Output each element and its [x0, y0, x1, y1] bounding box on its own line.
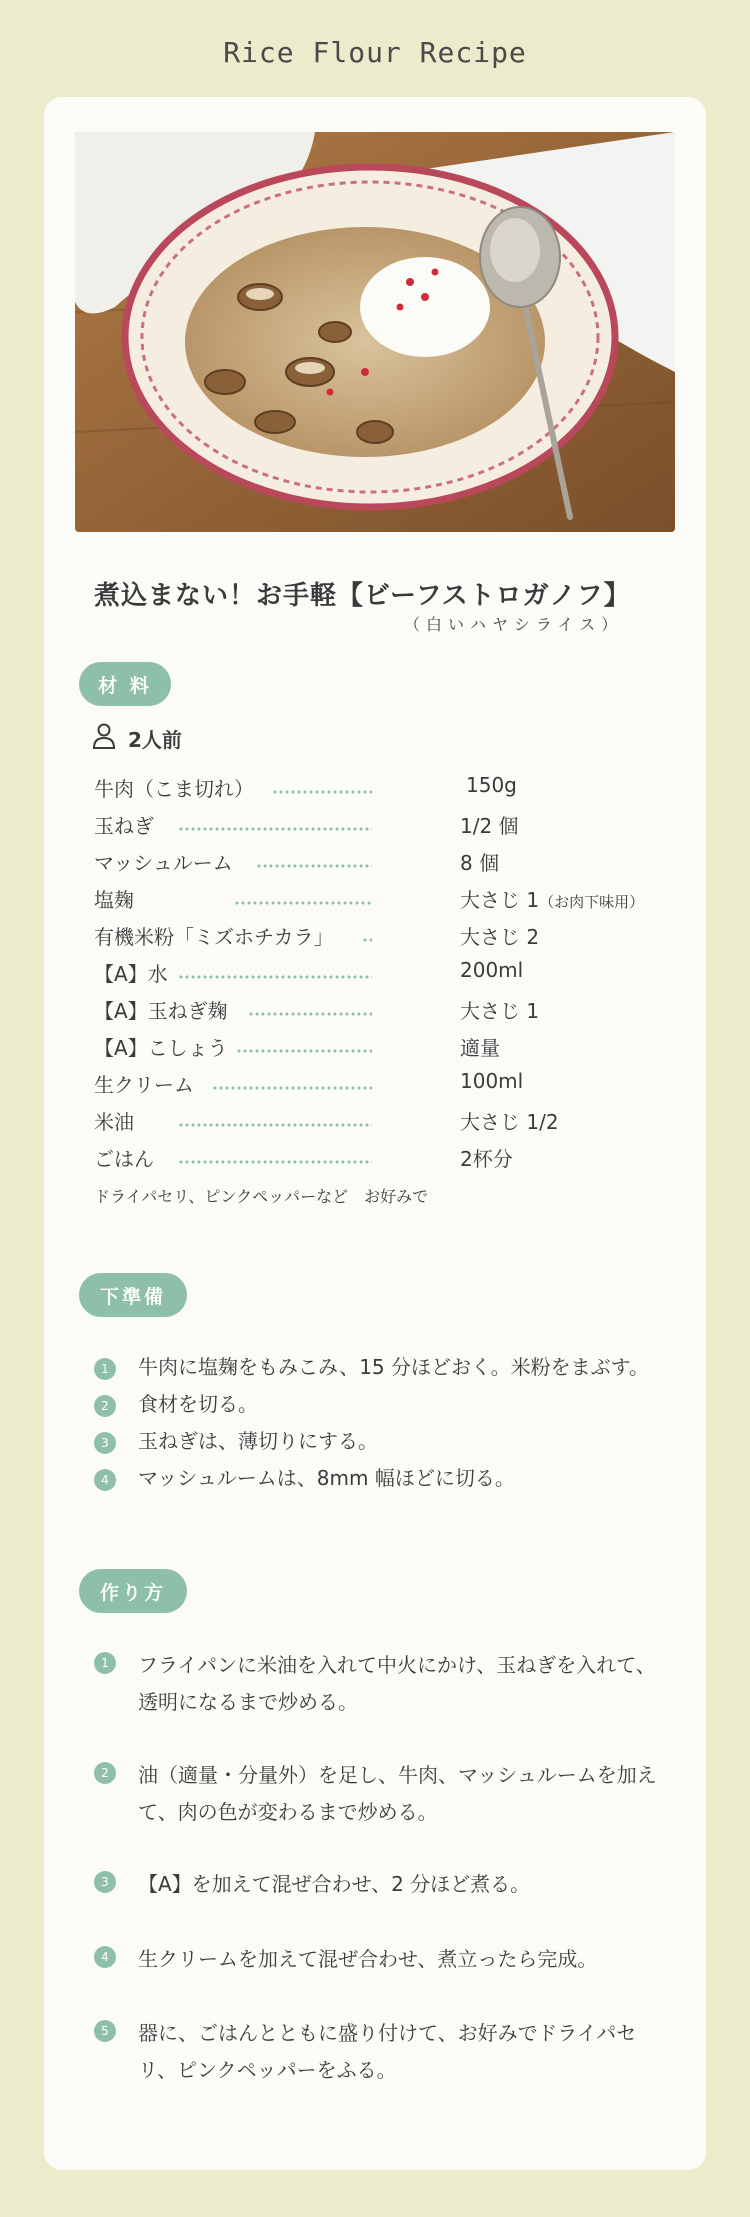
leader-dots — [178, 1123, 372, 1127]
leader-dots — [234, 901, 372, 905]
step-number: 1 — [94, 1358, 116, 1380]
ingredient-row — [94, 921, 654, 955]
method-step — [94, 1866, 664, 1903]
step-number: 1 — [94, 1652, 116, 1674]
method-step — [94, 1941, 664, 1978]
servings — [92, 723, 182, 753]
prep-step — [94, 1464, 664, 1494]
ingredient-row — [94, 810, 654, 844]
step-text: 生クリームを加えて混ぜ合わせ、煮立ったら完成。 — [138, 1947, 598, 1971]
ingredient-name: 【A】こしょう — [94, 1036, 228, 1060]
servings-label: 2人前 — [128, 727, 182, 752]
recipe-subtitle: （白いハヤシライス） — [404, 615, 624, 634]
step-text: 器に、ごはんとともに盛り付けて、お好みでドライパセリ、ピンクペッパーをふる。 — [138, 2021, 637, 2082]
prep-step — [94, 1427, 664, 1457]
prep-step — [94, 1353, 664, 1383]
ingredient-row — [94, 995, 654, 1029]
method-step — [94, 2015, 664, 2089]
leader-dots — [212, 1086, 372, 1090]
person-icon — [92, 723, 116, 753]
step-number: 4 — [94, 1469, 116, 1491]
prep-heading: 下準備 — [79, 1273, 187, 1317]
recipe-photo — [75, 132, 675, 532]
ingredient-amount: 大さじ 1 — [460, 999, 540, 1023]
prep-step — [94, 1390, 664, 1420]
leader-dots — [256, 864, 372, 868]
site-title: Rice Flour Recipe — [223, 36, 527, 69]
garnish-note: ドライパセリ、ピンクペッパーなど お好みで — [94, 1187, 429, 1206]
ingredients-heading: 材 料 — [79, 662, 171, 706]
ingredient-row — [94, 1069, 654, 1103]
step-number: 2 — [94, 1395, 116, 1417]
ingredient-amount: 大さじ 1（お肉下味用） — [460, 888, 645, 912]
ingredient-row — [94, 884, 654, 918]
step-text: マッシュルームは、8mm 幅ほどに切る。 — [138, 1466, 515, 1490]
step-number: 4 — [94, 1946, 116, 1968]
ingredient-row — [94, 958, 654, 992]
ingredient-amount: 2杯分 — [460, 1147, 513, 1171]
ingredient-name: マッシュルーム — [94, 851, 233, 875]
ingredient-amount: 大さじ 2 — [460, 925, 540, 949]
step-text: 玉ねぎは、薄切りにする。 — [138, 1429, 378, 1453]
ingredient-amount: 適量 — [460, 1036, 500, 1060]
leader-dots — [272, 790, 372, 794]
ingredient-row — [94, 1106, 654, 1140]
ingredient-name: 米油 — [94, 1110, 134, 1134]
ingredient-amount: 150g — [466, 773, 517, 797]
leader-dots — [248, 1012, 372, 1016]
leader-dots — [178, 1160, 372, 1164]
ingredient-amount: 1/2 個 — [460, 814, 519, 838]
ingredient-name: 【A】水 — [94, 962, 168, 986]
ingredient-name: ごはん — [94, 1147, 154, 1171]
ingredient-row — [94, 1032, 654, 1066]
ingredient-row — [94, 773, 654, 807]
ingredient-row — [94, 1143, 654, 1177]
ingredient-amount: 100ml — [460, 1069, 524, 1093]
step-number: 5 — [94, 2020, 116, 2042]
step-text: 【A】を加えて混ぜ合わせ、2 分ほど煮る。 — [138, 1872, 531, 1896]
step-text: 食材を切る。 — [138, 1392, 258, 1416]
leader-dots — [178, 827, 372, 831]
recipe-card — [44, 97, 706, 2170]
step-text: フライパンに米油を入れて中火にかけ、玉ねぎを入れて、透明になるまで炒める。 — [138, 1653, 656, 1714]
step-number: 3 — [94, 1871, 116, 1893]
method-heading: 作り方 — [79, 1569, 187, 1613]
ingredient-amount: 大さじ 1/2 — [460, 1110, 559, 1134]
ingredient-row — [94, 847, 654, 881]
step-number: 3 — [94, 1432, 116, 1454]
ingredient-name: 【A】玉ねぎ麹 — [94, 999, 228, 1023]
method-step — [94, 1757, 664, 1831]
ingredient-name: 有機米粉「ミズホチカラ」 — [94, 925, 334, 949]
leader-dots — [362, 938, 372, 942]
ingredient-name: 牛肉（こま切れ） — [94, 777, 254, 801]
step-text: 油（適量・分量外）を足し、牛肉、マッシュルームを加えて、肉の色が変わるまで炒める。 — [138, 1763, 657, 1824]
ingredient-name: 生クリーム — [94, 1073, 194, 1097]
leader-dots — [236, 1049, 372, 1053]
ingredient-amount: 200ml — [460, 958, 524, 982]
ingredient-name: 玉ねぎ — [94, 814, 154, 838]
step-text: 牛肉に塩麹をもみこみ、15 分ほどおく。米粉をまぶす。 — [138, 1355, 650, 1379]
step-number: 2 — [94, 1762, 116, 1784]
ingredient-amount: 8 個 — [460, 851, 500, 875]
recipe-title: 煮込まない！お手軽【ビーフストロガノフ】 — [94, 581, 631, 611]
ingredient-name: 塩麹 — [94, 888, 134, 912]
method-step — [94, 1647, 664, 1721]
leader-dots — [178, 975, 372, 979]
